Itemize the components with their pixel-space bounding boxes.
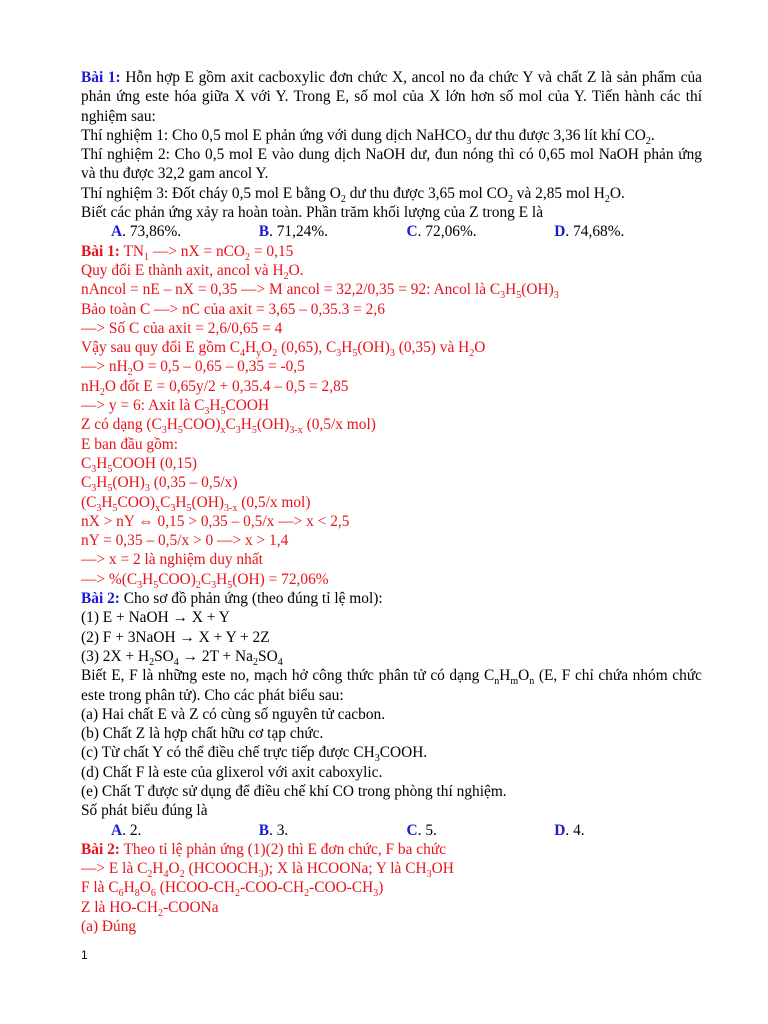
bai1-solution-line: $C_3H_5(OH)_3$ (0,35 – 0,5/x) xyxy=(81,474,238,495)
bai2-statement-b: (b) Chất Z là hợp chất hữu cơ tạp chức. xyxy=(81,725,324,743)
bai1-solution-line: $C_3H_5COOH$ (0,15) xyxy=(81,454,198,476)
bai1-solution-line: $nH_2O$ đốt E = 0,65y/2 + 0,35.4 – 0,5 = 2,85 xyxy=(81,377,349,398)
bai2-statement-e: (e) Chất T được sử dụng để điều chế khí CO trong phòng thí nghiệm. xyxy=(81,782,507,800)
bai1-label: Bài 1: xyxy=(81,69,121,86)
bai1-solution-line: nY = 0,35 – 0,5/x > 0 —> x > 1,4 xyxy=(81,532,289,550)
bai2-statement-a: (a) Hai chất E và Z có cùng số nguyên tử cacbon. xyxy=(81,705,386,723)
bai1-tn1: Thí nghiệm 1: Cho 0,5 mol E phản ứng với dung dịch NaHCO$_3$ dư thu được 3,36 lít khí $CO_2$. xyxy=(81,126,655,147)
bai1-solution-line: Bài 1: $TN_1$ —> nX = nCO$_2$ = 0,15 xyxy=(81,242,294,263)
bai1-solution-label: Bài 1: xyxy=(81,242,120,260)
bai2-option-b[interactable]: B. 3. xyxy=(258,821,289,839)
bai2-solution-line: —> E là $C_2H_4O_2$ $(HCOOCH_3)$; X là HCOONa; Y là $CH_3OH$ xyxy=(81,860,454,881)
bai2-reaction-2: (2) F + 3NaOH → X + Y + 2Z xyxy=(81,628,270,646)
bai2-solution-line: Bài 2: Theo tỉ lệ phản ứng (1)(2) thì E đơn chức, F ba chức xyxy=(81,840,446,858)
page-content xyxy=(81,68,702,936)
bai2-intro: Bài 2: Cho sơ đồ phản ứng (theo đúng tỉ lệ mol): xyxy=(81,590,383,608)
bai2-reaction-1: (1) E + NaOH → X + Y xyxy=(81,609,230,627)
bai1-solution-line: Vậy sau quy đổi E gồm $C_4H_yO_2$ (0,65), $C_3H_5(OH)_3$ (0,35) và $H_2O$ xyxy=(81,339,486,360)
bai1-option-c[interactable]: C. 72,06%. xyxy=(406,223,477,241)
bai1-solution-line: —> $nH_2O = 0,5 - 0,65 - 0,35 = -0,5$ xyxy=(81,358,305,379)
bai2-solution-label: Bài 2: xyxy=(81,840,120,858)
bai1-options xyxy=(81,222,702,241)
bai1-solution-line: nAncol = nE – nX = 0,35 —> M ancol = 32,2/0,35 = 92: Ancol là $C_3H_5(OH)_3$ xyxy=(81,281,559,302)
bai2-solution-line: F là $C_6H_8O_6$ $(HCOO-CH_2-COO-CH_2-COO-CH_3)$ xyxy=(81,879,384,900)
bai1-option-b[interactable]: B. 71,24%. xyxy=(258,223,329,241)
bai1-intro xyxy=(81,68,702,126)
bai1-text: Hỗn hợp E gồm axit cacboxylic đơn chức X, ancol no đa chức Y và chất Z là sản phẩm của phản ứng este hóa giữa X với Y. Trong E, số mol của X lớn hơn số mol của Y. Tiến hành các thí nghiệm sau: xyxy=(81,69,702,125)
bai2-question: Số phát biểu đúng là xyxy=(81,802,208,820)
bai2-option-a[interactable]: A. 2. xyxy=(111,821,142,839)
bai1-solution-line: nX > nY ⇔ 0,15 > 0,35 – 0,5/x —> x < 2,5 xyxy=(81,512,350,530)
bai2-solution-line: Z là $HO-CH_2$-COONa xyxy=(81,898,219,919)
bai1-tn2: Thí nghiệm 2: Cho 0,5 mol E vào dung dịch NaOH dư, đun nóng thì có 0,65 mol NaOH phản ứng và thu được 32,2 gam ancol Y. xyxy=(81,146,702,183)
bai2-condition: Biết E, F là những este no, mạch hở công thức phân tử có dạng $C_nH_mO_n$ (E, F chỉ chứa nhóm chức este trong phân tử). Cho các phát biểu sau: xyxy=(81,667,702,704)
bai1-option-a[interactable]: A. 73,86%. xyxy=(111,223,182,241)
bai2-option-c[interactable]: C. 5. xyxy=(406,821,437,839)
bai1-solution-line: —> $\%(C_3H_5COO)_2C_3H_5(OH) = 72,06\%$ xyxy=(81,570,329,591)
bai2-solution-line: (a) Đúng xyxy=(81,918,137,936)
bai2-options xyxy=(81,821,702,840)
bai1-solution-line: —> x = 2 là nghiệm duy nhất xyxy=(81,551,263,569)
bai2-statement-c: (c) Từ chất Y có thể điều chế trực tiếp được $CH_3COOH$. xyxy=(81,744,428,765)
bai1-solution-line: —> Số C của axit = 2,6/0,65 = 4 xyxy=(81,319,283,337)
bai2-statement-d: (d) Chất F là este của glixerol với axit caboxylic. xyxy=(81,763,383,781)
page-number: 1 xyxy=(81,948,88,962)
bai1-solution-line: E ban đầu gồm: xyxy=(81,435,179,453)
bai1-solution-line: $(C_3H_5COO)_xC_3H_5(OH)_{3-x}$ (0,5/x mol) xyxy=(81,493,311,514)
bai1-tn3: Thí nghiệm 3: Đốt cháy 0,5 mol E bằng $O_2$ dư thu được 3,65 mol $CO_2$ và 2,85 mol $H_2O$. xyxy=(81,184,625,205)
bai1-solution-line: Quy đổi E thành axit, ancol và $H_2O$. xyxy=(81,261,304,283)
bai1-solution-line: —> y = 6: Axit là $C_3H_5COOH$ xyxy=(81,397,270,418)
bai2-option-d[interactable]: D. 4. xyxy=(554,821,585,839)
bai2-reaction-3: (3) $2X + H_2SO_4 \to 2T + Na_2SO_4$ xyxy=(81,647,283,668)
bai2-label: Bài 2: xyxy=(81,590,120,608)
bai1-solution-line: Z có dạng $(C_3H_5COO)_xC_3H_5(OH)_{3-x}$ (0,5/x mol) xyxy=(81,416,376,437)
bai1-question: Biết các phản ứng xảy ra hoàn toàn. Phần trăm khối lượng của Z trong E là xyxy=(81,204,544,222)
bai1-option-d[interactable]: D. 74,68%. xyxy=(554,223,625,241)
bai1-solution-line: Bảo toàn C —> nC của axit = 3,65 – 0,35.3 = 2,6 xyxy=(81,300,385,318)
